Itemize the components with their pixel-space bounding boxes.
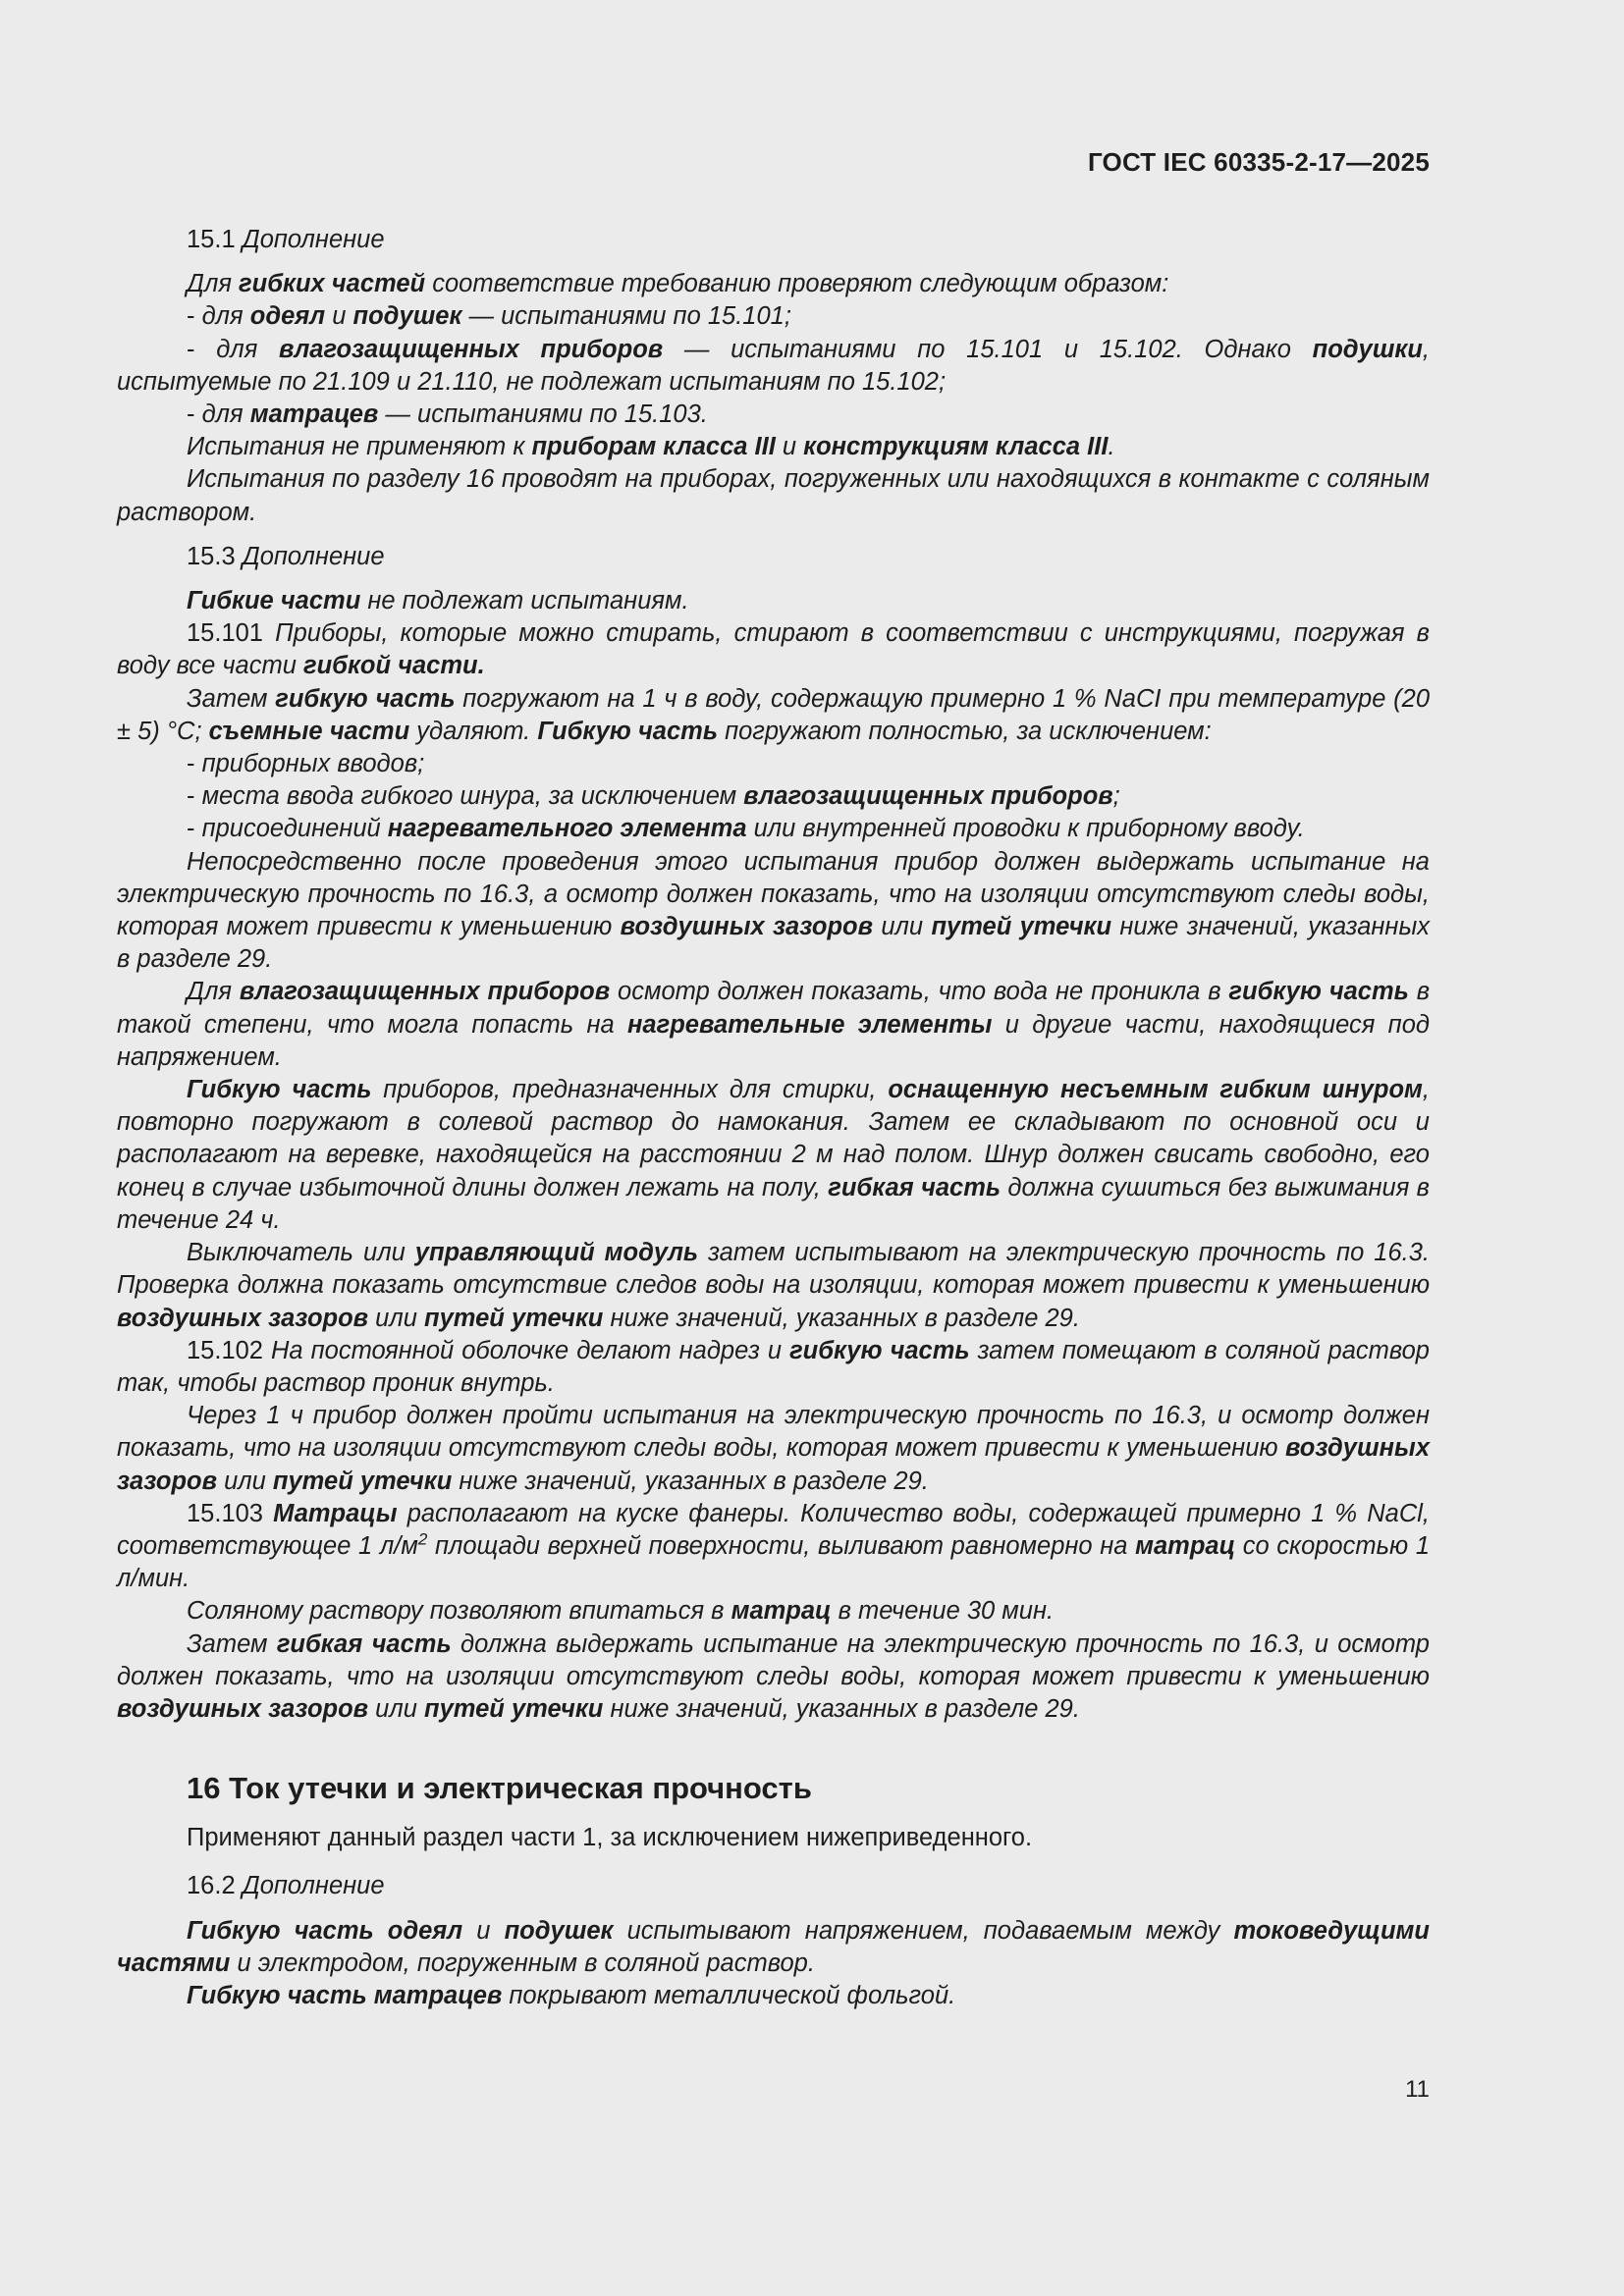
text-run: должна сушиться без выжимания в течение 24 ч. <box>117 1173 1430 1234</box>
defined-term: воздушных зазоров <box>620 913 874 941</box>
text-run: или <box>368 1304 425 1332</box>
text-run: затем помещают в соляной раствор так, чтобы раствор проник внутрь. <box>117 1336 1430 1397</box>
clause-number: 16.2 <box>187 1872 236 1900</box>
defined-term: Гибкую часть <box>537 717 718 745</box>
defined-term: одеял <box>249 302 326 331</box>
text-run: в течение 30 мин. <box>831 1597 1055 1626</box>
paragraph <box>117 846 1430 977</box>
text-run: ; <box>1112 782 1120 811</box>
text-run: затем испытывают на электрическую прочность по 16.3. Проверка должна показать отсутствие следов воды на изоляции, которая может привести к уменьшению <box>117 1239 1430 1300</box>
text-run: погружают на 1 ч в воду, содержащую примерно 1 % NaCI при температуре (20 ± 5) °С; <box>117 684 1431 745</box>
text-run: или <box>873 913 932 941</box>
text-run: ниже значений, указанных в разделе 29. <box>603 1304 1080 1332</box>
paragraph <box>117 1915 1430 1980</box>
defined-term: гибкую часть <box>789 1336 970 1364</box>
defined-term: влагозащищенных приборов <box>743 782 1113 811</box>
text-run: или <box>368 1694 425 1723</box>
defined-term: гибких частей <box>239 270 426 298</box>
clause-15-3-heading <box>117 541 1430 573</box>
defined-term: матрац <box>1135 1531 1236 1560</box>
paragraph <box>117 1400 1430 1498</box>
text-run: , повторно погружают в солевой раствор до намокания. Затем ее складывают по основной оси и располагают на веревке, находящейся на расстоянии 2 м над полом. Шнур должен свисать свободно, его конец в случае избыточной длины должен лежать на полу, <box>117 1076 1430 1201</box>
clause-15-101 <box>117 617 1430 682</box>
text-run: или внутренней проводки к приборному вводу. <box>746 815 1305 843</box>
defined-term: воздушных зазоров <box>117 1304 369 1332</box>
text-run: Испытания не применяют к <box>187 433 532 461</box>
paragraph <box>117 431 1430 463</box>
text-run: приборов, предназначенных для стирки, <box>371 1076 889 1104</box>
defined-term: воздушных зазоров <box>117 1434 1430 1495</box>
text-run: погружают полностью, за исключением: <box>717 717 1212 745</box>
text-run: соответствие требованию проверяют следующим образом: <box>425 270 1169 298</box>
text-run: Непосредственно после проведения этого испытания прибор должен выдержать испытание на электрическую прочность по 16.3, а осмотр должен показать, что на изоляции отсутствуют следы воды, которая может привести к уменьшению <box>117 847 1430 941</box>
defined-term: матрац <box>731 1597 832 1626</box>
text-run: ниже значений, указанных в разделе 29. <box>452 1467 929 1495</box>
paragraph <box>117 976 1430 1074</box>
defined-term: оснащенную несъемным гибким шнуром <box>888 1076 1423 1104</box>
clause-15-102 <box>117 1335 1430 1400</box>
text-run: . <box>1108 433 1115 461</box>
text-run: или <box>217 1467 273 1495</box>
clause-number: 15.1 <box>187 226 236 253</box>
text-run: и <box>462 1916 505 1945</box>
list-item: - для одеял и подушек — испытаниями по 15.101; <box>187 302 791 331</box>
defined-term: приборам класса III <box>531 433 776 461</box>
paragraph <box>117 683 1430 748</box>
defined-term: подушек <box>352 302 462 331</box>
defined-term: конструкциям класса III <box>803 433 1109 461</box>
paragraph: Испытания по разделу 16 проводят на приборах, погруженных или находящихся в контакте с соляным раствором. <box>117 465 1430 526</box>
text-run: и <box>775 433 804 461</box>
text-run: для <box>201 400 250 429</box>
paragraph <box>117 1074 1430 1237</box>
paragraph <box>117 268 1430 300</box>
text-run: для <box>216 335 280 363</box>
text-run: и электродом, погруженным в соляной раствор. <box>230 1949 815 1977</box>
clause-number: 15.101 <box>187 619 263 648</box>
text-run: Для <box>187 270 240 298</box>
list-item: - присоединений нагревательного элемента или внутренней проводки к приборному вводу. <box>187 815 1305 843</box>
defined-term: гибкая часть <box>276 1629 452 1658</box>
paragraph <box>117 1595 1430 1628</box>
text-run: Через 1 ч прибор должен пройти испытания на электрическую прочность по 16.3, и осмотр должен показать, что на изоляции отсутствуют следы воды, которая может привести к уменьшению <box>117 1402 1430 1463</box>
text-run: покрывают металлической фольгой. <box>502 1981 956 2009</box>
defined-term: управляющий модуль <box>414 1239 699 1267</box>
text-run: для <box>201 302 250 331</box>
list-item: - места ввода гибкого шнура, за исключением влагозащищенных приборов; <box>187 782 1120 811</box>
text-run: — испытаниями по 15.101; <box>461 302 791 331</box>
text-run: должна выдержать испытание на электрическую прочность по 16.3, и осмотр должен показать, что на изоляции отсутствуют следы воды, которая может привести к уменьшению <box>117 1629 1430 1690</box>
defined-term: влагозащищенных приборов <box>239 978 611 1006</box>
defined-term: Гибкую часть <box>187 1076 372 1104</box>
section-16-title: 16 Ток утечки и электрическая прочность <box>187 1771 812 1806</box>
defined-term: матрацев <box>249 400 379 429</box>
clause-label: Дополнение <box>242 1872 385 1900</box>
clause-number: 15.103 <box>187 1499 263 1527</box>
superscript: 2 <box>417 1529 428 1549</box>
defined-term: нагревательные элементы <box>627 1010 993 1039</box>
text-run: не подлежат испытаниям. <box>360 587 689 615</box>
text-run: удаляют. <box>409 717 538 745</box>
text-run: , испытуемые по 21.109 и 21.110, не подлежат испытаниям по 15.102; <box>117 335 1431 396</box>
defined-term: путей утечки <box>272 1467 453 1495</box>
text-run: и другие части, находящиеся под напряжением. <box>117 1010 1430 1071</box>
text-run: Для <box>187 978 240 1006</box>
clause-label: Дополнение <box>242 226 385 253</box>
text-run: со скоростью 1 л/мин. <box>117 1531 1431 1593</box>
defined-term: гибкую часть <box>1228 978 1409 1006</box>
clause-number: 15.3 <box>187 542 236 570</box>
paragraph <box>117 1629 1430 1727</box>
defined-term: подушки <box>1312 335 1423 363</box>
defined-term: гибкая часть <box>828 1173 1001 1201</box>
defined-term: путей утечки <box>424 1304 604 1332</box>
clause-label: Дополнение <box>242 542 385 570</box>
defined-term: путей утечки <box>424 1694 604 1723</box>
defined-term: Гибкую часть одеял <box>187 1916 463 1945</box>
text-run: осмотр должен показать, что вода не проникла в <box>610 978 1229 1006</box>
defined-term: токоведущими частями <box>117 1916 1430 1977</box>
text-run: и <box>325 302 353 331</box>
defined-term: воздушных зазоров <box>117 1694 369 1723</box>
defined-term: Гибкую часть матрацев <box>187 1981 503 2009</box>
clause-number: 15.102 <box>187 1336 263 1364</box>
page-number: 11 <box>1405 2076 1430 2103</box>
text-run: располагают на куске фанеры. Количество воды, содержащей примерно 1 % NaCl, соответствующее 1 л/м <box>117 1499 1430 1560</box>
clause-16-2-heading <box>117 1870 1430 1902</box>
clause-15-103 <box>117 1498 1430 1596</box>
text-run <box>263 1500 273 1527</box>
text-run: присоединений <box>201 815 388 843</box>
clause-15-1-heading <box>117 224 1430 256</box>
text-run: в такой степени, что могла попасть на <box>117 978 1431 1039</box>
text-run: — испытаниями по 15.101 и 15.102. Однако <box>663 335 1313 363</box>
paragraph <box>117 1980 1430 2012</box>
text-run: Затем <box>187 1629 277 1658</box>
paragraph <box>117 585 1430 617</box>
text-run: Приборы, которые можно стирать, стирают в соответствии с инструкциями, погружая в воду все части <box>117 619 1430 680</box>
text-run: испытывают напряжением, подаваемым между <box>613 1916 1234 1945</box>
paragraph <box>117 1237 1430 1335</box>
text-run: приборных вводов; <box>201 750 425 778</box>
text-run: Затем <box>187 684 276 713</box>
text-run: ниже значений, указанных в разделе 29. <box>117 913 1430 974</box>
document-body <box>117 224 1430 2012</box>
defined-term: Матрацы <box>273 1499 398 1527</box>
text-run: Соляному раствору позволяют впитаться в <box>187 1597 731 1626</box>
text-run: площади верхней поверхности, выливают равномерно на <box>427 1531 1136 1560</box>
defined-term: подушек <box>504 1916 614 1945</box>
text-run: На постоянной оболочке делают надрез и <box>263 1336 790 1364</box>
text-run: — испытаниями по 15.103. <box>378 400 708 429</box>
list-item: - для матрацев — испытаниями по 15.103. <box>187 400 708 429</box>
document-header-title: ГОСТ IEC 60335-2-17—2025 <box>1087 147 1430 177</box>
defined-term: съемные части <box>208 717 410 745</box>
defined-term: путей утечки <box>931 913 1112 941</box>
text-run: места ввода гибкого шнура, за исключением <box>201 782 744 811</box>
defined-term: гибкую часть <box>275 684 456 713</box>
text-run: ниже значений, указанных в разделе 29. <box>603 1694 1080 1723</box>
defined-term: Гибкие части <box>187 587 361 615</box>
defined-term: нагревательного элемента <box>387 815 747 843</box>
list-item: - приборных вводов; <box>187 750 425 778</box>
defined-term: гибкой части. <box>302 652 485 680</box>
text-run: Выключатель или <box>187 1239 415 1267</box>
list-item: - для влагозащищенных приборов — испытаниями по 15.101 и 15.102. Однако подушки, испытуемые по 21.109 и 21.110, не подлежат испытаниям по 15.102; <box>117 335 1431 396</box>
paragraph: Применяют данный раздел части 1, за исключением нижеприведенного. <box>187 1824 1033 1852</box>
defined-term: влагозащищенных приборов <box>279 335 664 363</box>
